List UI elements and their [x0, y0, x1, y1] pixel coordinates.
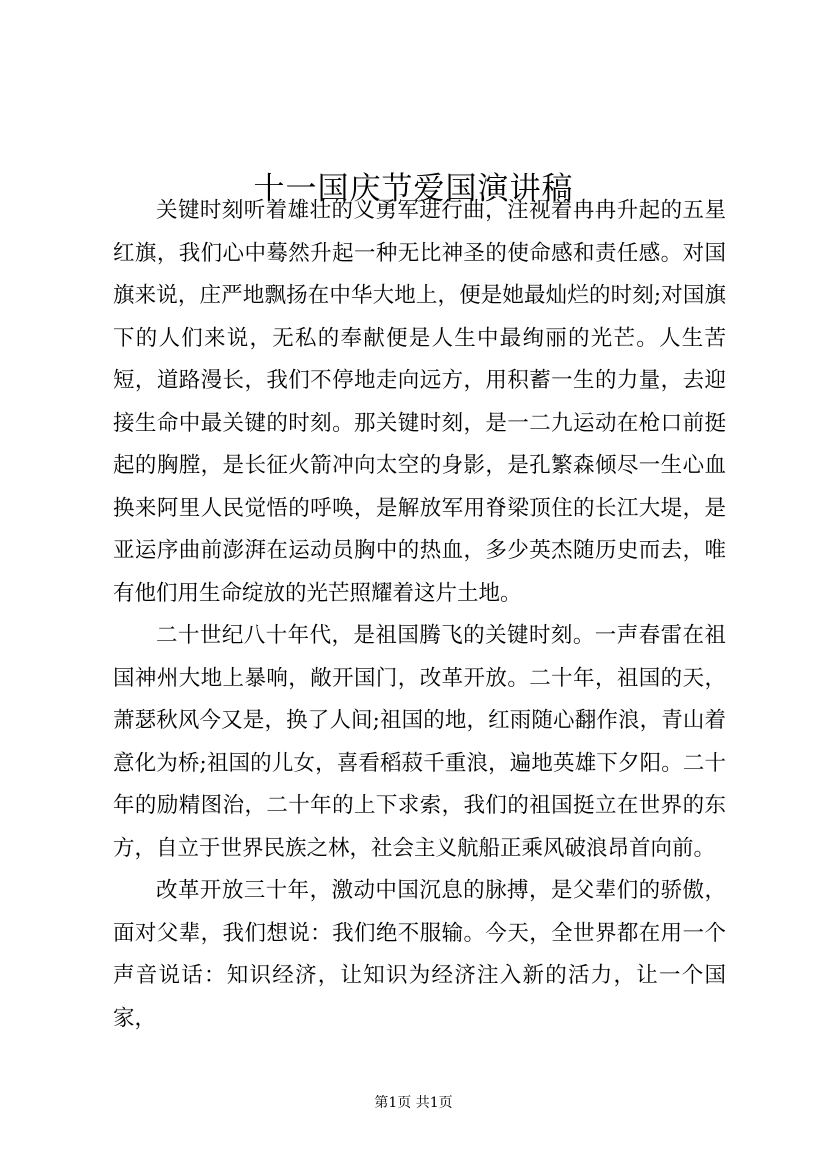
paragraph-1: 关键时刻听着雄壮的义勇军进行曲，注视着冉冉升起的五星红旗，我们心中蓦然升起一种无比神圣的使命感和责任感。对国旗来说，庄严地飘扬在中华大地上，便是她最灿烂的时刻;对国旗下的人们来说，无私的奉献便是人生中最绚丽的光芒。人生苦短，道路漫长，我们不停地走向远方，用积蓄一生的力量，去迎接生命中最关键的时刻。那关键时刻，是一二九运动在枪口前挺起的胸膛，是长征火箭冲向太空的身影，是孔繁森倾尽一生心血换来阿里人民觉悟的呼唤，是解放军用脊梁顶住的长江大堤，是亚运序曲前澎湃在运动员胸中的热血，多少英杰随历史而去，唯有他们用生命绽放的光芒照耀着这片土地。 [113, 198, 726, 606]
paragraph-3: 改革开放三十年，激动中国沉息的脉搏，是父辈们的骄傲，面对父辈，我们想说：我们绝不服输。今天，全世界都在用一个声音说话：知识经济，让知识为经济注入新的活力，让一个国家， [113, 878, 726, 1031]
document-title: 十一国庆节爱国演讲稿 [253, 170, 574, 207]
page-number-footer: 第1页 共1页 [374, 1095, 453, 1111]
paragraph-2: 二十世纪八十年代，是祖国腾飞的关键时刻。一声春雷在祖国神州大地上暴响，敞开国门，改革开放。二十年，祖国的天，萧瑟秋风今又是，换了人间;祖国的地，红雨随心翻作浪，青山着意化为桥;祖国的儿女，喜看稻菽千重浪，遍地英雄下夕阳。二十年的励精图治，二十年的上下求索，我们的祖国挺立在世界的东方，自立于世界民族之林，社会主义航船正乘风破浪昂首向前。 [113, 623, 726, 861]
document-body [113, 190, 726, 1040]
